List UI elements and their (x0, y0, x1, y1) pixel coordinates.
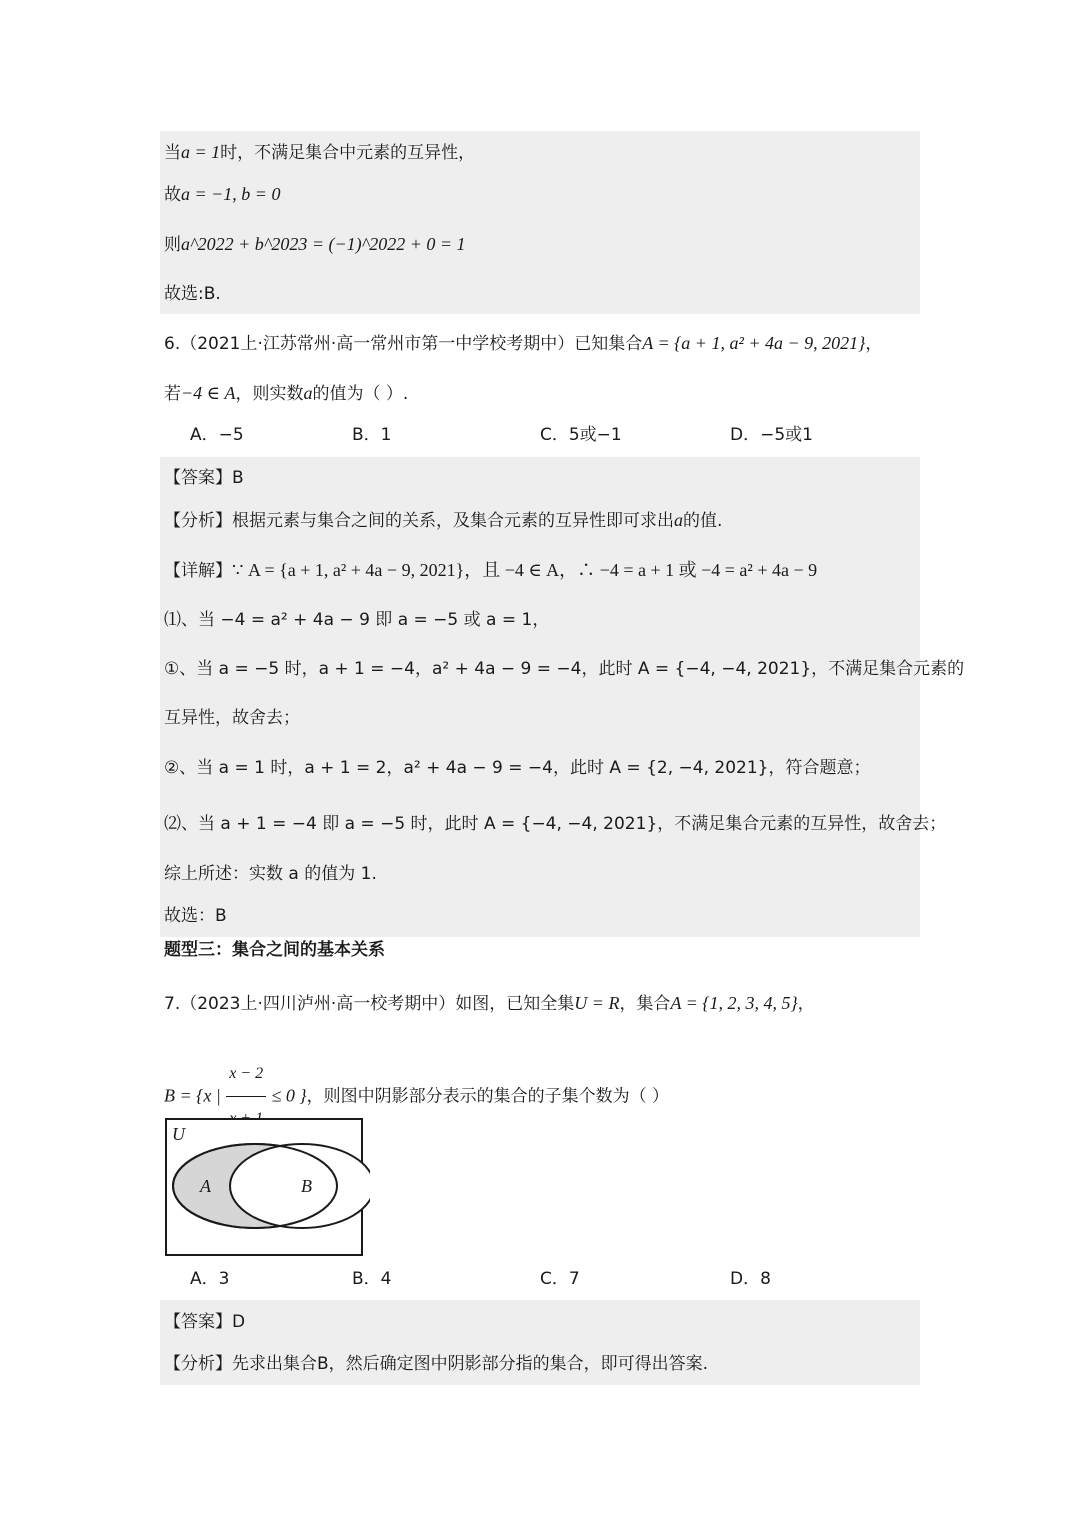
venn-label-b: B (301, 1176, 312, 1196)
q6-summary: 综上所述：实数 a 的值为 1. (164, 864, 377, 884)
q6-case-1a-cont: 互异性，故舍去； (164, 708, 300, 728)
venn-label-u: U (172, 1124, 185, 1144)
q6-condition: 若−4 ∈ A，则实数a的值为（ ）. (164, 383, 409, 404)
q6-option-b[interactable]: B．1 (352, 425, 392, 445)
section-heading: 题型三：集合之间的基本关系 (164, 940, 385, 960)
q6-case-1: ⑴、当 −4 = a² + 4a − 9 即 a = −5 或 a = 1， (164, 610, 550, 630)
q7-option-d[interactable]: D．8 (730, 1269, 771, 1289)
q6-stem: 6.（2021上·江苏常州·高一常州市第一中学校考期中）已知集合A = {a + 1, a² + 4a − 9, 2021}， (164, 333, 883, 354)
prev-line-1: 当a = 1时，不满足集合中元素的互异性， (164, 142, 476, 163)
q7-option-b[interactable]: B．4 (352, 1269, 392, 1289)
q6-case-1b: ②、当 a = 1 时，a + 1 = 2，a² + 4a − 9 = −4，此时 A = {2, −4, 2021}，符合题意； (164, 758, 871, 778)
q7-option-a[interactable]: A．3 (190, 1269, 230, 1289)
q7-analysis: 【分析】先求出集合B，然后确定图中阴影部分指的集合，即可得出答案. (164, 1354, 709, 1374)
q6-option-a[interactable]: A．−5 (190, 425, 244, 445)
q6-option-c[interactable]: C．5或−1 (540, 425, 622, 445)
q6-choose: 故选：B (164, 906, 227, 926)
q6-answer: 【答案】B (164, 468, 244, 488)
q7-answer: 【答案】D (164, 1312, 246, 1332)
q6-detail: 【详解】∵ A = {a + 1, a² + 4a − 9, 2021}，且 −4 ∈ A，∴ −4 = a + 1 或 −4 = a² + 4a − 9 (164, 560, 818, 581)
prev-line-2: 故a = −1, b = 0 (164, 184, 281, 205)
q6-option-d[interactable]: D．−5或1 (730, 425, 813, 445)
venn-circle-b (230, 1144, 370, 1228)
q7-stem: 7.（2023上·四川泸州·高一校考期中）如图，已知全集U = R，集合A = {1, 2, 3, 4, 5}， (164, 993, 815, 1014)
q7-set-b: B = {x | x − 2 ≤ 0 }，则图中阴影部分表示的集合的子集个数为（ ） (164, 1052, 669, 1141)
q7-option-c[interactable]: C．7 (540, 1269, 580, 1289)
q6-case-2: ⑵、当 a + 1 = −4 即 a = −5 时，此时 A = {−4, −4, 2021}，不满足集合元素的互异性，故舍去； (164, 814, 947, 834)
q6-analysis: 【分析】根据元素与集合之间的关系，及集合元素的互异性即可求出a的值. (164, 510, 723, 531)
prev-line-4: 故选:B. (164, 284, 221, 304)
venn-diagram (160, 1114, 370, 1260)
venn-label-a: A (200, 1176, 211, 1196)
prev-line-3: 则a^2022 + b^2023 = (−1)^2022 + 0 = 1 (164, 234, 466, 255)
q7-fraction: x − 2 (226, 1052, 266, 1141)
q6-case-1a: ①、当 a = −5 时，a + 1 = −4，a² + 4a − 9 = −4，此时 A = {−4, −4, 2021}，不满足集合元素的 (164, 659, 965, 679)
